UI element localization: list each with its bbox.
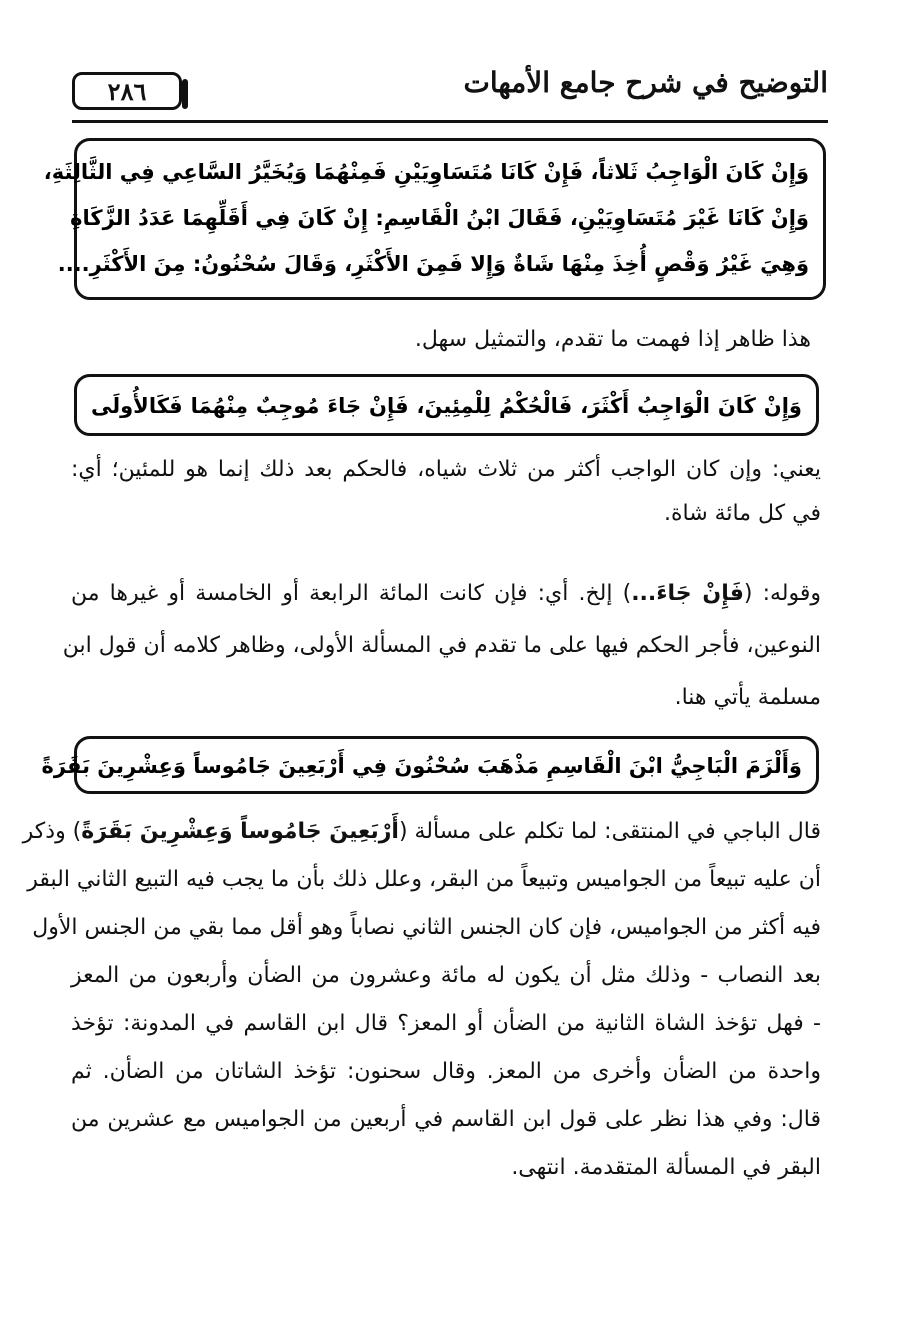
commentary-line: مسلمة يأتي هنا.: [674, 685, 821, 710]
running-header: [72, 62, 828, 120]
commentary-line: [22, 808, 821, 856]
commentary-line: البقر في المسألة المتقدمة. انتهى.: [511, 1155, 821, 1180]
commentary-4: [22, 808, 821, 1192]
commentary-line: فيه أكثر من الجواميس، فإن كان الجنس الثاني نصاباً وهو أقل مما بقي من الجنس الأول: [32, 915, 821, 940]
matn-line: وَإِنْ كَانَ الْوَاجِبُ ثَلاثاً، فَإِنْ كَانَا مُتَسَاوِيَيْنِ فَمِنْهُمَا وَيُخَيَّرُ السَّاعِي فِي الثَّالِثَةِ،: [43, 160, 809, 184]
matn-line: وَإِنْ كَانَا غَيْرَ مُتَسَاوِيَيْنِ، فَقَالَ ابْنُ الْقَاسِمِ: إِنْ كَانَ فِي أَقَلِّهِمَا عَدَدُ الزَّكَاةِ: [70, 206, 809, 230]
commentary-line: قال: وفي هذا نظر على قول ابن القاسم في أربعين من الجواميس مع عشرين من: [71, 1107, 821, 1132]
commentary-line: النوعين، فأجر الحكم فيها على ما تقدم في المسألة الأولى، وظاهر كلامه أن قول ابن: [62, 633, 821, 658]
page-number-badge: [72, 72, 182, 110]
matn-box-3: [41, 736, 819, 794]
matn-line: وَأَلْزَمَ الْبَاجِيُّ ابْنَ الْقَاسِمِ مَذْهَبَ سُحْنُونَ فِي أَرْبَعِينَ جَامُوساً وَعِشْرِينَ بَقَرَةً: [41, 754, 802, 778]
matn-box-1: [43, 138, 826, 300]
text-run: وقوله: (: [743, 581, 821, 606]
text-run: قال الباجي في المنتقى: لما تكلم على مسألة (: [398, 819, 821, 844]
commentary-line: واحدة من الضأن وأخرى من المعز. وقال سحنون: تؤخذ الشاتان من الضأن. ثم: [71, 1059, 821, 1084]
commentary-line: في كل مائة شاة.: [663, 501, 821, 526]
commentary-line: هذا ظاهر إذا فهمت ما تقدم، والتمثيل سهل.: [414, 327, 811, 352]
commentary-line: بعد النصاب - وذلك مثل أن يكون له مائة وعشرون من الضأن وأربعون من المعز: [71, 963, 821, 988]
text-run: ) وذكر: [22, 819, 82, 844]
text-run: ) إلخ. أي: فإن كانت المائة الرابعة أو الخامسة أو غيرها من: [71, 581, 632, 606]
header-divider: [72, 120, 828, 123]
quoted-matn: فَإِنْ جَاءَ...: [631, 581, 744, 606]
matn-line: وَهِيَ غَيْرُ وَقْصٍ أُخِذَ مِنْهَا شَاةٌ وَإِلا فَمِنَ الأَكْثَرِ، وَقَالَ سُحْنُونُ: مِنَ الأَكْثَرِ....: [57, 252, 809, 276]
quoted-matn: أَرْبَعِينَ جَامُوساً وَعِشْرِينَ بَقَرَةً: [81, 819, 399, 844]
commentary-line: - فهل تؤخذ الشاة الثانية من الضأن أو المعز؟ قال ابن القاسم في المدونة: تؤخذ: [71, 1011, 821, 1036]
page-number: ٢٨٦: [107, 76, 147, 106]
matn-box-2: [74, 374, 819, 436]
commentary-line: [71, 568, 821, 620]
commentary-line: أن عليه تبيعاً من الجواميس وتبيعاً من البقر، وعلل ذلك بأن ما يجب فيه التبيع الثاني البقر: [27, 867, 821, 892]
matn-line: وَإِنْ كَانَ الْوَاجِبُ أَكْثَرَ، فَالْحُكْمُ لِلْمِئِينَ، فَإِنْ جَاءَ مُوجِبٌ مِنْهُمَا فَكَالأُولَى: [91, 394, 802, 418]
commentary-3: [62, 568, 821, 724]
commentary-2: [71, 448, 821, 536]
commentary-1: [71, 318, 811, 362]
commentary-line: يعني: وإن كان الواجب أكثر من ثلاث شياه، فالحكم بعد ذلك إنما هو للمئين؛ أي:: [71, 457, 821, 482]
book-title: التوضيح في شرح جامع الأمهات: [463, 66, 828, 99]
